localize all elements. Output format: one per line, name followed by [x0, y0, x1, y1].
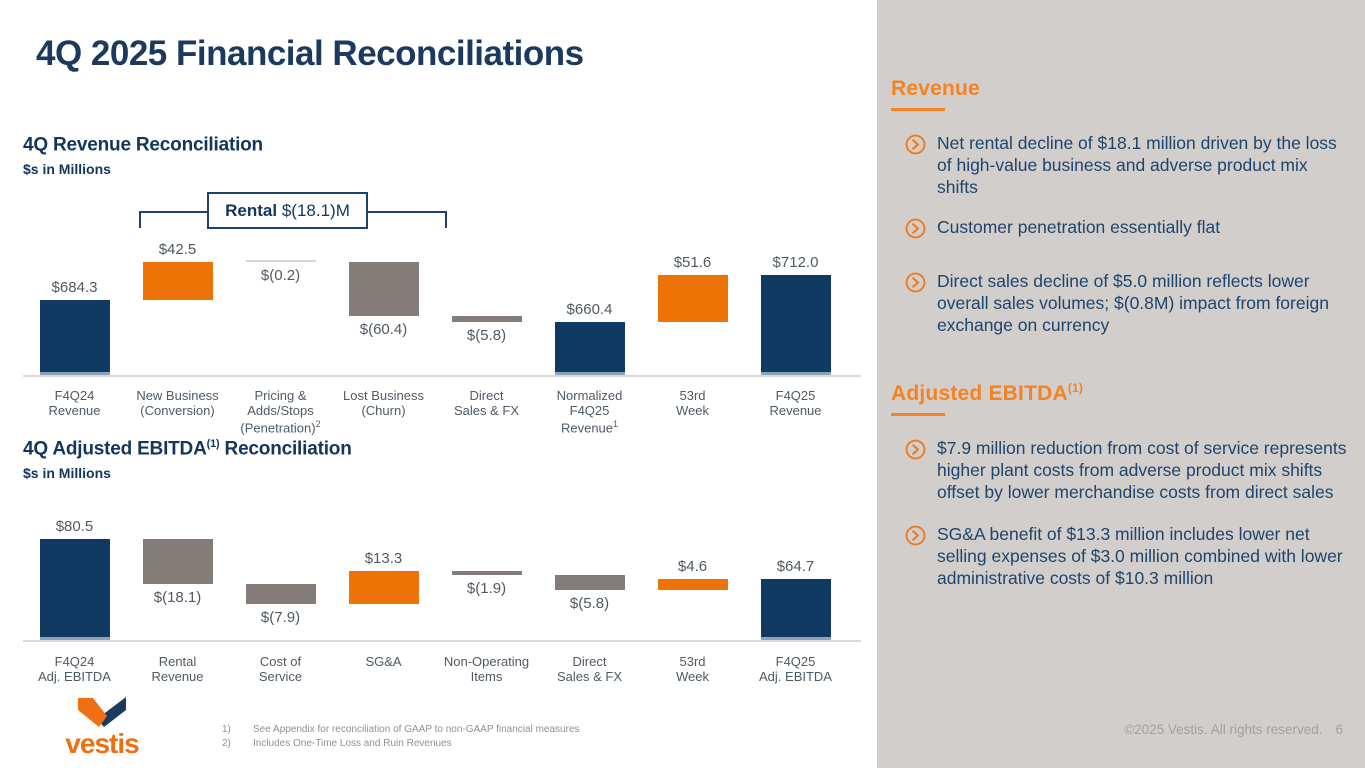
bar-non-operating-items: [452, 571, 522, 576]
copyright-text: ©2025 Vestis. All rights reserved.: [1124, 722, 1323, 737]
bar-cost-of-service: [246, 584, 316, 604]
bar-53rd-week: [658, 275, 728, 321]
ebitda-chart-header: [23, 438, 352, 481]
vestis-logo: [50, 697, 154, 760]
bullet-item: [905, 132, 1349, 198]
bar-value-label: $684.3: [51, 279, 98, 297]
bullet-text: Net rental decline of $18.1 million driven by the loss of high-value business and adverse product mix shifts: [937, 133, 1337, 198]
bar-f4q24-revenue: [40, 300, 110, 376]
footnote-number: 1): [222, 724, 231, 735]
bar-direct-sales-fx: [452, 316, 522, 321]
rental-annotation-value: $(18.1)M: [277, 200, 350, 220]
sidebar-ebitda-heading: Adjusted EBITDA$^{(1)}$: [891, 381, 1084, 405]
bar-category-label: F4Q24 Adj. EBITDA: [38, 654, 111, 685]
bullet-item: [905, 270, 1349, 336]
bar-value-label: $(7.9): [260, 609, 301, 627]
ebitda-waterfall-categories: [23, 645, 847, 685]
bar-category-label: New Business (Conversion): [136, 388, 219, 419]
rental-annotation-bold: Rental: [225, 200, 278, 220]
bar-new-business-conversion-: [143, 262, 213, 300]
bar-value-label: $51.6: [673, 254, 712, 272]
footnote: [222, 738, 579, 749]
sidebar: [877, 0, 1365, 768]
bar-value-label: $64.7: [776, 557, 815, 575]
revenue-chart-units: $s in Millions: [23, 161, 111, 178]
bullet-item: [905, 216, 1349, 239]
page-number: 6: [1335, 722, 1343, 737]
bar-value-label: $80.5: [55, 517, 94, 535]
chevron-circle-icon: [905, 272, 926, 293]
bar-category-label: F4Q25 Revenue: [769, 388, 822, 419]
bar-value-label: $712.0: [772, 254, 819, 272]
vestis-wordmark: vestis: [65, 728, 139, 759]
bar-category-label: Direct Sales & FX: [556, 654, 623, 685]
bullet-text: Customer penetration essentially flat: [937, 217, 1221, 238]
bar-category-label: Direct Sales & FX: [453, 388, 520, 419]
chevron-circle-icon: [905, 134, 926, 155]
bar-sg-a: [349, 571, 419, 605]
sidebar-revenue-heading: Revenue: [891, 77, 980, 100]
footer: [1124, 722, 1343, 737]
bar-value-label: $(60.4): [359, 321, 408, 339]
bullet-item: [905, 523, 1349, 589]
ebitda-waterfall-plot: [23, 510, 847, 641]
revenue-waterfall-plot: [23, 236, 847, 376]
bullet-text: SG&A benefit of $13.3 million includes lower net selling expenses of $3.0 million combined with lower administrative costs of $10.3 million: [937, 524, 1343, 589]
sidebar-section-ebitda: [891, 381, 1353, 589]
bar-value-label: $660.4: [566, 300, 613, 318]
bar-value-label: $(1.9): [466, 580, 507, 598]
revenue-waterfall-categories: [23, 379, 847, 435]
bullet-text: $7.9 million reduction from cost of service represents higher plant costs from adverse product mix shifts offset by lower merchandise costs from direct sales: [937, 438, 1347, 503]
bullet-text: Direct sales decline of $5.0 million reflects lower overall sales volumes; $(0.8M) impact from foreign exchange on currency: [937, 271, 1329, 336]
bar-category-label: F4Q24 Revenue: [48, 388, 101, 419]
ebitda-chart-units: $s in Millions: [23, 465, 111, 482]
bar-f4q24-adj-ebitda: [40, 539, 110, 641]
chevron-circle-icon: [905, 218, 926, 239]
bar-53rd-week: [658, 579, 728, 591]
vestis-logo-icon: [77, 697, 127, 728]
revenue-chart-header: [23, 134, 263, 177]
bar-category-label: Non-Operating Items: [443, 654, 530, 685]
bar-lost-business-churn-: [349, 262, 419, 316]
bar-f4q25-adj-ebitda: [761, 579, 831, 641]
bar-category-label: Cost of Service: [258, 654, 303, 685]
bar-category-label: 53rd Week: [676, 654, 709, 685]
chevron-circle-icon: [905, 439, 926, 460]
bar-category-label: Rental Revenue: [151, 654, 204, 685]
bar-value-label: $(18.1): [153, 589, 202, 607]
footnote: [222, 724, 579, 735]
bar-value-label: $4.6: [677, 557, 708, 575]
bar-value-label: $42.5: [158, 240, 197, 258]
bar-value-label: $13.3: [364, 549, 403, 567]
page-title: 4Q 2025 Financial Reconciliations: [36, 34, 584, 73]
bar-category-label: SG&A: [365, 654, 402, 669]
bar-category-label: 53rd Week: [676, 388, 709, 419]
revenue-chart-title: 4Q Revenue Reconciliation: [23, 134, 263, 156]
bar-category-label: F4Q25 Adj. EBITDA: [759, 654, 832, 685]
bar-value-label: $(0.2): [260, 267, 301, 285]
bar-pricing-adds-stops-penetration-: [246, 260, 316, 263]
orange-underline: [891, 413, 945, 416]
bullet-item: [905, 437, 1349, 503]
chevron-circle-icon: [905, 525, 926, 546]
orange-underline: [891, 108, 945, 111]
bar-normalized-f4q25-revenue: [555, 322, 625, 376]
bar-f4q25-revenue: [761, 275, 831, 376]
bar-direct-sales-fx: [555, 575, 625, 590]
footnote-text: See Appendix for reconciliation of GAAP to non-GAAP financial measures: [253, 724, 580, 735]
footnotes: [222, 724, 579, 752]
bar-rental-revenue: [143, 539, 213, 585]
sidebar-section-revenue: [891, 76, 1353, 336]
sidebar-ebitda-bullets: [891, 437, 1353, 589]
sidebar-revenue-bullets: [891, 132, 1353, 336]
ebitda-chart-title: 4Q Adjusted EBITDA$^{(1)}$ Reconciliation: [23, 438, 352, 460]
footnote-text: Includes One-Time Loss and Ruin Revenues: [253, 738, 452, 749]
bar-category-label: Normalized F4Q25 Revenue$^1$: [556, 388, 623, 435]
bar-category-label: Lost Business (Churn): [343, 388, 424, 419]
bar-value-label: $(5.8): [569, 595, 610, 613]
rental-annotation-box: [207, 192, 368, 229]
bar-value-label: $(5.8): [466, 326, 507, 344]
bar-category-label: Pricing & Adds/Stops (Penetration)$^2$: [240, 388, 321, 435]
footnote-number: 2): [222, 738, 231, 749]
